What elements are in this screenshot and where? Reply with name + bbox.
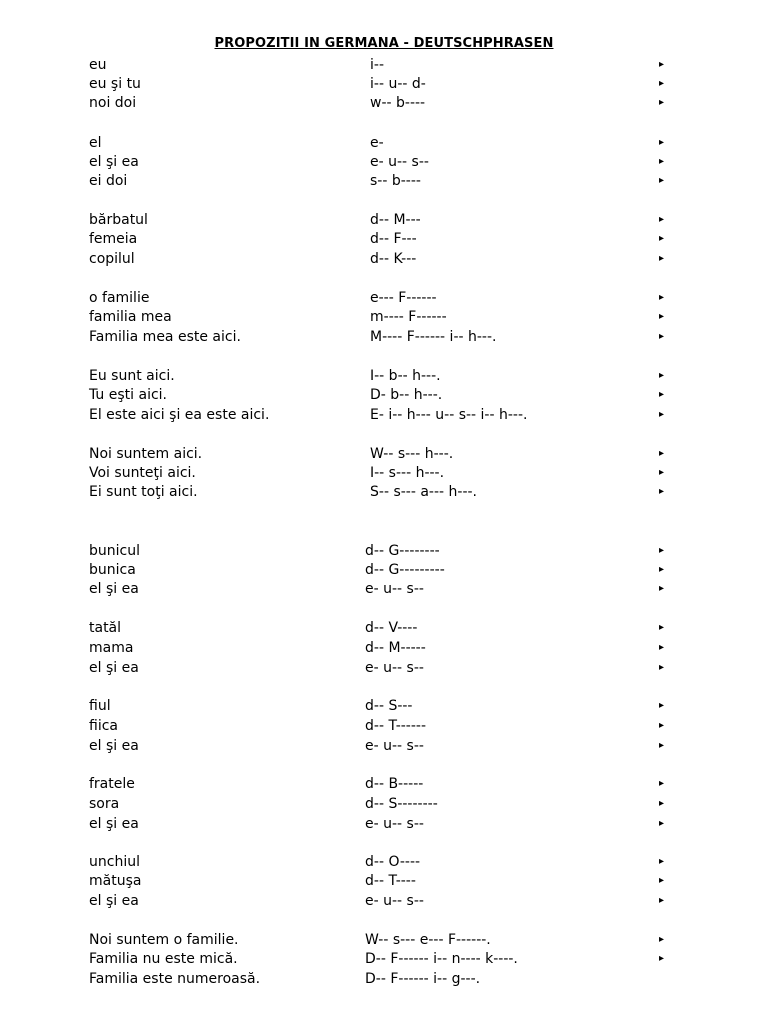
play-arrow-icon[interactable]: ▸ bbox=[659, 934, 665, 945]
romanian-phrase: el şi ea bbox=[89, 738, 139, 754]
play-arrow-icon[interactable]: ▸ bbox=[659, 78, 665, 89]
phrase-row bbox=[0, 482, 768, 502]
romanian-phrase: El este aici şi ea este aici. bbox=[89, 407, 270, 423]
german-hint: I-- s--- h---. bbox=[370, 465, 445, 481]
german-hint: d-- S--- bbox=[365, 698, 413, 714]
romanian-phrase: femeia bbox=[89, 231, 138, 247]
german-hint: e--- F------ bbox=[370, 290, 437, 306]
german-hint: D-- F------ i-- n---- k----. bbox=[365, 951, 518, 967]
german-hint: e- u-- s-- bbox=[365, 738, 424, 754]
play-arrow-icon[interactable]: ▸ bbox=[659, 233, 665, 244]
german-hint: i-- u-- d- bbox=[370, 76, 426, 92]
romanian-phrase: bunicul bbox=[89, 543, 140, 559]
play-arrow-icon[interactable]: ▸ bbox=[659, 700, 665, 711]
romanian-phrase: Familia este numeroasă. bbox=[89, 971, 261, 987]
phrase-row bbox=[0, 949, 768, 969]
play-arrow-icon[interactable]: ▸ bbox=[659, 214, 665, 225]
play-arrow-icon[interactable]: ▸ bbox=[659, 856, 665, 867]
romanian-phrase: mama bbox=[89, 640, 134, 656]
romanian-phrase: sora bbox=[89, 796, 120, 812]
romanian-phrase: o familie bbox=[89, 290, 150, 306]
german-hint: I-- b-- h---. bbox=[370, 368, 441, 384]
romanian-phrase: Tu eşti aici. bbox=[89, 387, 167, 403]
phrase-row bbox=[0, 327, 768, 347]
romanian-phrase: fiul bbox=[89, 698, 111, 714]
german-hint: d-- T---- bbox=[365, 873, 416, 889]
play-arrow-icon[interactable]: ▸ bbox=[659, 486, 665, 497]
romanian-phrase: bărbatul bbox=[89, 212, 148, 228]
german-hint: E- i-- h--- u-- s-- i-- h---. bbox=[370, 407, 528, 423]
romanian-phrase: el şi ea bbox=[89, 581, 139, 597]
romanian-phrase: Noi suntem o familie. bbox=[89, 932, 239, 948]
phrase-row bbox=[0, 463, 768, 483]
german-hint: d-- V---- bbox=[365, 620, 418, 636]
phrase-row bbox=[0, 794, 768, 814]
play-arrow-icon[interactable]: ▸ bbox=[659, 156, 665, 167]
german-hint: d-- F--- bbox=[370, 231, 417, 247]
german-hint: S-- s--- a--- h---. bbox=[370, 484, 478, 500]
german-hint: e- u-- s-- bbox=[365, 581, 424, 597]
play-arrow-icon[interactable]: ▸ bbox=[659, 622, 665, 633]
romanian-phrase: eu bbox=[89, 57, 107, 73]
romanian-phrase: el şi ea bbox=[89, 816, 139, 832]
phrase-row bbox=[0, 658, 768, 678]
romanian-phrase: Familia mea este aici. bbox=[89, 329, 241, 345]
page-title: PROPOZITII IN GERMANA - DEUTSCHPHRASEN bbox=[214, 36, 554, 51]
german-hint: W-- s--- h---. bbox=[370, 446, 454, 462]
play-arrow-icon[interactable]: ▸ bbox=[659, 778, 665, 789]
german-hint: d-- T------ bbox=[365, 718, 427, 734]
phrase-row bbox=[0, 579, 768, 599]
german-hint: W-- s--- e--- F------. bbox=[365, 932, 491, 948]
german-hint: e- u-- s-- bbox=[365, 660, 424, 676]
play-arrow-icon[interactable]: ▸ bbox=[659, 662, 665, 673]
german-hint: d-- M--- bbox=[370, 212, 421, 228]
play-arrow-icon[interactable]: ▸ bbox=[659, 311, 665, 322]
phrase-row bbox=[0, 969, 768, 989]
romanian-phrase: noi doi bbox=[89, 95, 137, 111]
play-arrow-icon[interactable]: ▸ bbox=[659, 642, 665, 653]
play-arrow-icon[interactable]: ▸ bbox=[659, 409, 665, 420]
german-hint: d-- G--------- bbox=[365, 562, 445, 578]
german-hint: e- bbox=[370, 135, 384, 151]
romanian-phrase: bunica bbox=[89, 562, 136, 578]
phrase-row bbox=[0, 307, 768, 327]
play-arrow-icon[interactable]: ▸ bbox=[659, 292, 665, 303]
play-arrow-icon[interactable]: ▸ bbox=[659, 137, 665, 148]
romanian-phrase: Voi sunteţi aici. bbox=[89, 465, 196, 481]
play-arrow-icon[interactable]: ▸ bbox=[659, 175, 665, 186]
phrase-row bbox=[0, 93, 768, 113]
phrase-row bbox=[0, 560, 768, 580]
phrase-row bbox=[0, 210, 768, 230]
phrase-row bbox=[0, 444, 768, 464]
phrase-row bbox=[0, 618, 768, 638]
phrase-row bbox=[0, 74, 768, 94]
romanian-phrase: el şi ea bbox=[89, 660, 139, 676]
romanian-phrase: mătuşa bbox=[89, 873, 142, 889]
german-hint: M---- F------ i-- h---. bbox=[370, 329, 497, 345]
play-arrow-icon[interactable]: ▸ bbox=[659, 253, 665, 264]
romanian-phrase: Noi suntem aici. bbox=[89, 446, 203, 462]
play-arrow-icon[interactable]: ▸ bbox=[659, 467, 665, 478]
romanian-phrase: fiica bbox=[89, 718, 118, 734]
phrase-row bbox=[0, 852, 768, 872]
romanian-phrase: copilul bbox=[89, 251, 135, 267]
german-hint: d-- G-------- bbox=[365, 543, 440, 559]
phrase-row bbox=[0, 133, 768, 153]
phrase-row bbox=[0, 249, 768, 269]
play-arrow-icon[interactable]: ▸ bbox=[659, 895, 665, 906]
romanian-phrase: el şi ea bbox=[89, 893, 139, 909]
phrase-row bbox=[0, 891, 768, 911]
german-hint: d-- B----- bbox=[365, 776, 424, 792]
german-hint: e- u-- s-- bbox=[365, 816, 424, 832]
phrase-row bbox=[0, 774, 768, 794]
phrase-row bbox=[0, 930, 768, 950]
phrase-row bbox=[0, 541, 768, 561]
play-arrow-icon[interactable]: ▸ bbox=[659, 97, 665, 108]
romanian-phrase: unchiul bbox=[89, 854, 140, 870]
play-arrow-icon[interactable]: ▸ bbox=[659, 740, 665, 751]
phrase-row bbox=[0, 716, 768, 736]
romanian-phrase: Ei sunt toţi aici. bbox=[89, 484, 198, 500]
phrase-row bbox=[0, 229, 768, 249]
german-hint: D- b-- h---. bbox=[370, 387, 443, 403]
phrase-row bbox=[0, 871, 768, 891]
play-arrow-icon[interactable]: ▸ bbox=[659, 389, 665, 400]
play-arrow-icon[interactable]: ▸ bbox=[659, 59, 665, 70]
play-arrow-icon[interactable]: ▸ bbox=[659, 798, 665, 809]
german-hint: s-- b---- bbox=[370, 173, 421, 189]
german-hint: d-- K--- bbox=[370, 251, 417, 267]
phrase-row bbox=[0, 288, 768, 308]
phrase-row bbox=[0, 366, 768, 386]
romanian-phrase: eu şi tu bbox=[89, 76, 141, 92]
play-arrow-icon[interactable]: ▸ bbox=[659, 875, 665, 886]
german-hint: D-- F------ i-- g---. bbox=[365, 971, 481, 987]
romanian-phrase: el bbox=[89, 135, 102, 151]
phrase-row bbox=[0, 385, 768, 405]
play-arrow-icon[interactable]: ▸ bbox=[659, 370, 665, 381]
romanian-phrase: familia mea bbox=[89, 309, 172, 325]
phrase-row bbox=[0, 152, 768, 172]
romanian-phrase: tatăl bbox=[89, 620, 122, 636]
phrase-row bbox=[0, 814, 768, 834]
phrase-row bbox=[0, 405, 768, 425]
german-hint: w-- b---- bbox=[370, 95, 426, 111]
play-arrow-icon[interactable]: ▸ bbox=[659, 331, 665, 342]
phrase-row bbox=[0, 638, 768, 658]
romanian-phrase: ei doi bbox=[89, 173, 128, 189]
play-arrow-icon[interactable]: ▸ bbox=[659, 953, 665, 964]
romanian-phrase: fratele bbox=[89, 776, 135, 792]
play-arrow-icon[interactable]: ▸ bbox=[659, 564, 665, 575]
phrase-row bbox=[0, 696, 768, 716]
play-arrow-icon[interactable]: ▸ bbox=[659, 545, 665, 556]
play-arrow-icon[interactable]: ▸ bbox=[659, 583, 665, 594]
romanian-phrase: Familia nu este mică. bbox=[89, 951, 238, 967]
german-hint: d-- M----- bbox=[365, 640, 426, 656]
german-hint: e- u-- s-- bbox=[365, 893, 424, 909]
play-arrow-icon[interactable]: ▸ bbox=[659, 818, 665, 829]
german-hint: i-- bbox=[370, 57, 384, 73]
phrase-row bbox=[0, 736, 768, 756]
play-arrow-icon[interactable]: ▸ bbox=[659, 720, 665, 731]
romanian-phrase: Eu sunt aici. bbox=[89, 368, 175, 384]
phrase-row bbox=[0, 55, 768, 75]
german-hint: e- u-- s-- bbox=[370, 154, 429, 170]
phrase-row bbox=[0, 171, 768, 191]
german-hint: d-- S-------- bbox=[365, 796, 438, 812]
german-hint: m---- F------ bbox=[370, 309, 447, 325]
play-arrow-icon[interactable]: ▸ bbox=[659, 448, 665, 459]
german-hint: d-- O---- bbox=[365, 854, 421, 870]
romanian-phrase: el şi ea bbox=[89, 154, 139, 170]
